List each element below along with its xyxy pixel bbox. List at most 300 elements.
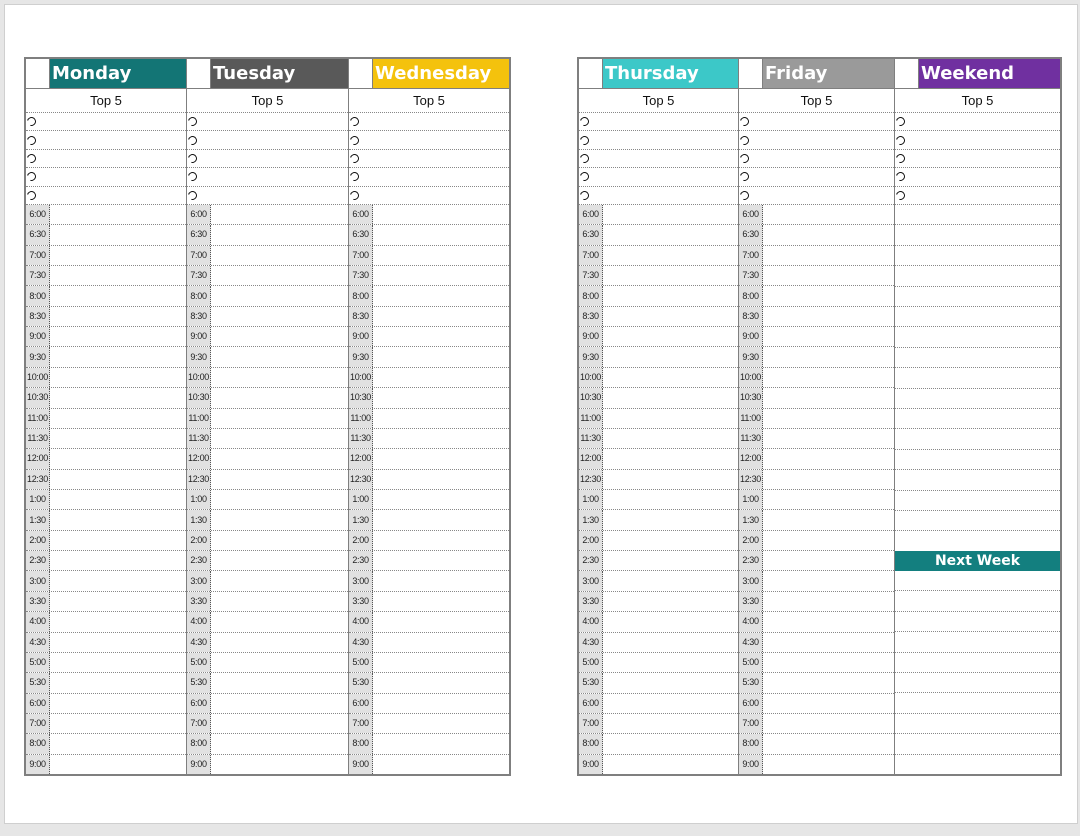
time-slot[interactable]: [26, 490, 186, 510]
slot-entry[interactable]: [763, 368, 894, 387]
top5-item[interactable]: [895, 131, 1060, 149]
slot-entry[interactable]: [211, 673, 348, 692]
slot-entry[interactable]: [373, 449, 509, 468]
slot-entry[interactable]: [603, 551, 738, 570]
time-slot[interactable]: [579, 673, 738, 693]
slot-entry[interactable]: [50, 490, 186, 509]
note-line[interactable]: [895, 348, 1060, 368]
slot-entry[interactable]: [603, 755, 738, 774]
time-slot[interactable]: [349, 449, 509, 469]
slot-entry[interactable]: [50, 571, 186, 590]
note-line[interactable]: [895, 225, 1060, 245]
time-slot[interactable]: [739, 571, 894, 591]
time-slot[interactable]: [739, 225, 894, 245]
slot-entry[interactable]: [603, 612, 738, 631]
slot-entry[interactable]: [50, 531, 186, 550]
time-slot[interactable]: [187, 734, 348, 754]
slot-entry[interactable]: [50, 510, 186, 529]
top5-item[interactable]: [895, 113, 1060, 131]
time-slot[interactable]: [187, 409, 348, 429]
time-slot[interactable]: [739, 531, 894, 551]
slot-entry[interactable]: [763, 347, 894, 366]
note-line[interactable]: [895, 429, 1060, 449]
day-checkbox[interactable]: [349, 59, 373, 88]
time-slot[interactable]: [579, 694, 738, 714]
time-slot[interactable]: [187, 388, 348, 408]
time-slot[interactable]: [739, 510, 894, 530]
top5-item[interactable]: [349, 131, 509, 149]
time-slot[interactable]: [739, 755, 894, 774]
time-slot[interactable]: [349, 470, 509, 490]
slot-entry[interactable]: [50, 388, 186, 407]
time-slot[interactable]: [187, 307, 348, 327]
slot-entry[interactable]: [603, 429, 738, 448]
note-line[interactable]: [895, 287, 1060, 307]
slot-entry[interactable]: [211, 734, 348, 753]
note-line[interactable]: [895, 653, 1060, 673]
time-slot[interactable]: [26, 368, 186, 388]
time-slot[interactable]: [187, 592, 348, 612]
slot-entry[interactable]: [373, 388, 509, 407]
top5-item[interactable]: [579, 150, 738, 168]
slot-entry[interactable]: [763, 246, 894, 265]
slot-entry[interactable]: [373, 653, 509, 672]
time-slot[interactable]: [739, 368, 894, 388]
slot-entry[interactable]: [50, 694, 186, 713]
time-slot[interactable]: [26, 225, 186, 245]
time-slot[interactable]: [579, 571, 738, 591]
slot-entry[interactable]: [211, 368, 348, 387]
slot-entry[interactable]: [373, 266, 509, 285]
time-slot[interactable]: [26, 347, 186, 367]
slot-entry[interactable]: [763, 470, 894, 489]
slot-entry[interactable]: [50, 409, 186, 428]
time-slot[interactable]: [26, 633, 186, 653]
slot-entry[interactable]: [373, 510, 509, 529]
slot-entry[interactable]: [211, 449, 348, 468]
note-line[interactable]: [895, 591, 1060, 611]
slot-entry[interactable]: [603, 734, 738, 753]
note-line[interactable]: [895, 409, 1060, 429]
time-slot[interactable]: [349, 551, 509, 571]
day-checkbox[interactable]: [895, 59, 919, 88]
time-slot[interactable]: [579, 592, 738, 612]
time-slot[interactable]: [349, 409, 509, 429]
slot-entry[interactable]: [763, 205, 894, 224]
time-slot[interactable]: [26, 531, 186, 551]
top5-item[interactable]: [187, 131, 348, 149]
note-line[interactable]: [895, 511, 1060, 531]
slot-entry[interactable]: [50, 612, 186, 631]
time-slot[interactable]: [26, 470, 186, 490]
top5-item[interactable]: [895, 187, 1060, 205]
time-slot[interactable]: [349, 714, 509, 734]
time-slot[interactable]: [26, 449, 186, 469]
top5-item[interactable]: [739, 113, 894, 131]
time-slot[interactable]: [349, 368, 509, 388]
time-slot[interactable]: [579, 653, 738, 673]
slot-entry[interactable]: [763, 633, 894, 652]
slot-entry[interactable]: [373, 327, 509, 346]
slot-entry[interactable]: [763, 266, 894, 285]
slot-entry[interactable]: [211, 755, 348, 774]
slot-entry[interactable]: [211, 470, 348, 489]
time-slot[interactable]: [187, 612, 348, 632]
time-slot[interactable]: [26, 734, 186, 754]
slot-entry[interactable]: [603, 347, 738, 366]
time-slot[interactable]: [349, 653, 509, 673]
slot-entry[interactable]: [50, 225, 186, 244]
time-slot[interactable]: [349, 225, 509, 245]
time-slot[interactable]: [739, 694, 894, 714]
time-slot[interactable]: [26, 694, 186, 714]
time-slot[interactable]: [579, 225, 738, 245]
slot-entry[interactable]: [603, 409, 738, 428]
time-slot[interactable]: [187, 531, 348, 551]
top5-item[interactable]: [579, 113, 738, 131]
top5-item[interactable]: [739, 150, 894, 168]
time-slot[interactable]: [739, 633, 894, 653]
time-slot[interactable]: [349, 347, 509, 367]
slot-entry[interactable]: [211, 612, 348, 631]
note-line[interactable]: [895, 450, 1060, 470]
slot-entry[interactable]: [603, 470, 738, 489]
slot-entry[interactable]: [763, 307, 894, 326]
slot-entry[interactable]: [211, 266, 348, 285]
time-slot[interactable]: [187, 266, 348, 286]
slot-entry[interactable]: [50, 429, 186, 448]
time-slot[interactable]: [579, 409, 738, 429]
time-slot[interactable]: [739, 551, 894, 571]
time-slot[interactable]: [579, 388, 738, 408]
slot-entry[interactable]: [763, 734, 894, 753]
slot-entry[interactable]: [50, 470, 186, 489]
time-slot[interactable]: [579, 368, 738, 388]
time-slot[interactable]: [579, 734, 738, 754]
slot-entry[interactable]: [211, 409, 348, 428]
slot-entry[interactable]: [373, 347, 509, 366]
slot-entry[interactable]: [50, 551, 186, 570]
slot-entry[interactable]: [50, 368, 186, 387]
time-slot[interactable]: [349, 694, 509, 714]
time-slot[interactable]: [187, 347, 348, 367]
top5-item[interactable]: [349, 168, 509, 186]
note-line[interactable]: [895, 327, 1060, 347]
slot-entry[interactable]: [211, 347, 348, 366]
top5-item[interactable]: [349, 113, 509, 131]
time-slot[interactable]: [349, 307, 509, 327]
note-line[interactable]: [895, 734, 1060, 754]
note-line[interactable]: [895, 389, 1060, 409]
slot-entry[interactable]: [603, 307, 738, 326]
time-slot[interactable]: [26, 327, 186, 347]
time-slot[interactable]: [26, 673, 186, 693]
time-slot[interactable]: [739, 266, 894, 286]
slot-entry[interactable]: [50, 734, 186, 753]
slot-entry[interactable]: [603, 673, 738, 692]
slot-entry[interactable]: [763, 225, 894, 244]
day-checkbox[interactable]: [187, 59, 211, 88]
slot-entry[interactable]: [50, 347, 186, 366]
slot-entry[interactable]: [603, 694, 738, 713]
time-slot[interactable]: [187, 205, 348, 225]
slot-entry[interactable]: [763, 429, 894, 448]
top5-item[interactable]: [579, 187, 738, 205]
time-slot[interactable]: [579, 551, 738, 571]
time-slot[interactable]: [187, 694, 348, 714]
time-slot[interactable]: [739, 429, 894, 449]
top5-item[interactable]: [739, 187, 894, 205]
note-line[interactable]: [895, 266, 1060, 286]
time-slot[interactable]: [26, 388, 186, 408]
slot-entry[interactable]: [603, 388, 738, 407]
slot-entry[interactable]: [373, 571, 509, 590]
slot-entry[interactable]: [603, 531, 738, 550]
time-slot[interactable]: [739, 612, 894, 632]
time-slot[interactable]: [349, 266, 509, 286]
top5-item[interactable]: [187, 150, 348, 168]
slot-entry[interactable]: [373, 673, 509, 692]
slot-entry[interactable]: [50, 592, 186, 611]
time-slot[interactable]: [187, 714, 348, 734]
time-slot[interactable]: [739, 449, 894, 469]
time-slot[interactable]: [349, 286, 509, 306]
slot-entry[interactable]: [763, 286, 894, 305]
slot-entry[interactable]: [763, 388, 894, 407]
time-slot[interactable]: [26, 205, 186, 225]
slot-entry[interactable]: [603, 633, 738, 652]
top5-item[interactable]: [187, 113, 348, 131]
slot-entry[interactable]: [211, 714, 348, 733]
time-slot[interactable]: [26, 286, 186, 306]
time-slot[interactable]: [739, 592, 894, 612]
time-slot[interactable]: [349, 327, 509, 347]
time-slot[interactable]: [739, 470, 894, 490]
slot-entry[interactable]: [763, 612, 894, 631]
slot-entry[interactable]: [763, 714, 894, 733]
slot-entry[interactable]: [603, 571, 738, 590]
time-slot[interactable]: [187, 490, 348, 510]
slot-entry[interactable]: [373, 368, 509, 387]
top5-item[interactable]: [26, 187, 186, 205]
slot-entry[interactable]: [50, 449, 186, 468]
time-slot[interactable]: [739, 653, 894, 673]
time-slot[interactable]: [739, 673, 894, 693]
time-slot[interactable]: [187, 653, 348, 673]
slot-entry[interactable]: [603, 225, 738, 244]
time-slot[interactable]: [579, 633, 738, 653]
time-slot[interactable]: [187, 755, 348, 774]
note-line[interactable]: [895, 612, 1060, 632]
slot-entry[interactable]: [50, 755, 186, 774]
time-slot[interactable]: [739, 409, 894, 429]
time-slot[interactable]: [579, 246, 738, 266]
time-slot[interactable]: [579, 327, 738, 347]
note-line[interactable]: [895, 673, 1060, 693]
time-slot[interactable]: [187, 551, 348, 571]
slot-entry[interactable]: [373, 286, 509, 305]
slot-entry[interactable]: [373, 470, 509, 489]
time-slot[interactable]: [26, 510, 186, 530]
time-slot[interactable]: [579, 429, 738, 449]
slot-entry[interactable]: [50, 327, 186, 346]
day-checkbox[interactable]: [739, 59, 763, 88]
note-line[interactable]: [895, 531, 1060, 550]
slot-entry[interactable]: [373, 551, 509, 570]
time-slot[interactable]: [579, 531, 738, 551]
slot-entry[interactable]: [50, 633, 186, 652]
slot-entry[interactable]: [603, 286, 738, 305]
slot-entry[interactable]: [211, 531, 348, 550]
slot-entry[interactable]: [50, 307, 186, 326]
time-slot[interactable]: [349, 633, 509, 653]
time-slot[interactable]: [579, 510, 738, 530]
time-slot[interactable]: [739, 347, 894, 367]
note-line[interactable]: [895, 205, 1060, 225]
slot-entry[interactable]: [211, 571, 348, 590]
time-slot[interactable]: [579, 286, 738, 306]
slot-entry[interactable]: [211, 653, 348, 672]
slot-entry[interactable]: [763, 531, 894, 550]
time-slot[interactable]: [187, 571, 348, 591]
note-line[interactable]: [895, 368, 1060, 388]
time-slot[interactable]: [739, 307, 894, 327]
slot-entry[interactable]: [211, 592, 348, 611]
slot-entry[interactable]: [603, 490, 738, 509]
slot-entry[interactable]: [603, 368, 738, 387]
top5-item[interactable]: [26, 168, 186, 186]
slot-entry[interactable]: [373, 592, 509, 611]
slot-entry[interactable]: [763, 510, 894, 529]
time-slot[interactable]: [26, 246, 186, 266]
top5-item[interactable]: [895, 168, 1060, 186]
time-slot[interactable]: [187, 225, 348, 245]
slot-entry[interactable]: [373, 429, 509, 448]
time-slot[interactable]: [187, 429, 348, 449]
slot-entry[interactable]: [763, 653, 894, 672]
slot-entry[interactable]: [373, 714, 509, 733]
note-line[interactable]: [895, 470, 1060, 490]
time-slot[interactable]: [187, 510, 348, 530]
slot-entry[interactable]: [603, 246, 738, 265]
time-slot[interactable]: [26, 551, 186, 571]
top5-item[interactable]: [349, 150, 509, 168]
slot-entry[interactable]: [373, 225, 509, 244]
slot-entry[interactable]: [603, 510, 738, 529]
time-slot[interactable]: [26, 714, 186, 734]
time-slot[interactable]: [26, 409, 186, 429]
top5-item[interactable]: [187, 168, 348, 186]
slot-entry[interactable]: [211, 307, 348, 326]
time-slot[interactable]: [739, 286, 894, 306]
time-slot[interactable]: [26, 429, 186, 449]
slot-entry[interactable]: [50, 714, 186, 733]
time-slot[interactable]: [349, 246, 509, 266]
slot-entry[interactable]: [603, 327, 738, 346]
slot-entry[interactable]: [211, 388, 348, 407]
slot-entry[interactable]: [603, 205, 738, 224]
day-checkbox[interactable]: [579, 59, 603, 88]
slot-entry[interactable]: [763, 592, 894, 611]
slot-entry[interactable]: [373, 633, 509, 652]
top5-item[interactable]: [579, 131, 738, 149]
top5-item[interactable]: [187, 187, 348, 205]
time-slot[interactable]: [579, 612, 738, 632]
slot-entry[interactable]: [211, 551, 348, 570]
top5-item[interactable]: [26, 113, 186, 131]
top5-item[interactable]: [895, 150, 1060, 168]
time-slot[interactable]: [579, 470, 738, 490]
time-slot[interactable]: [579, 307, 738, 327]
slot-entry[interactable]: [373, 755, 509, 774]
note-line[interactable]: [895, 491, 1060, 511]
time-slot[interactable]: [739, 388, 894, 408]
slot-entry[interactable]: [373, 612, 509, 631]
slot-entry[interactable]: [211, 633, 348, 652]
time-slot[interactable]: [349, 673, 509, 693]
top5-item[interactable]: [579, 168, 738, 186]
slot-entry[interactable]: [211, 327, 348, 346]
time-slot[interactable]: [187, 286, 348, 306]
slot-entry[interactable]: [373, 734, 509, 753]
slot-entry[interactable]: [373, 307, 509, 326]
time-slot[interactable]: [579, 755, 738, 774]
note-line[interactable]: [895, 632, 1060, 652]
slot-entry[interactable]: [373, 694, 509, 713]
time-slot[interactable]: [26, 266, 186, 286]
time-slot[interactable]: [349, 205, 509, 225]
slot-entry[interactable]: [763, 571, 894, 590]
time-slot[interactable]: [579, 449, 738, 469]
time-slot[interactable]: [579, 714, 738, 734]
time-slot[interactable]: [349, 510, 509, 530]
slot-entry[interactable]: [211, 286, 348, 305]
slot-entry[interactable]: [763, 409, 894, 428]
time-slot[interactable]: [579, 266, 738, 286]
time-slot[interactable]: [349, 531, 509, 551]
note-line[interactable]: [895, 571, 1060, 591]
time-slot[interactable]: [579, 490, 738, 510]
top5-item[interactable]: [739, 168, 894, 186]
note-line[interactable]: [895, 755, 1060, 774]
slot-entry[interactable]: [373, 205, 509, 224]
time-slot[interactable]: [349, 429, 509, 449]
top5-item[interactable]: [26, 131, 186, 149]
time-slot[interactable]: [739, 490, 894, 510]
note-line[interactable]: [895, 714, 1060, 734]
time-slot[interactable]: [349, 490, 509, 510]
slot-entry[interactable]: [603, 449, 738, 468]
time-slot[interactable]: [26, 571, 186, 591]
slot-entry[interactable]: [603, 266, 738, 285]
slot-entry[interactable]: [763, 490, 894, 509]
time-slot[interactable]: [579, 205, 738, 225]
time-slot[interactable]: [26, 653, 186, 673]
time-slot[interactable]: [187, 368, 348, 388]
note-line[interactable]: [895, 307, 1060, 327]
time-slot[interactable]: [739, 246, 894, 266]
slot-entry[interactable]: [211, 429, 348, 448]
time-slot[interactable]: [187, 449, 348, 469]
time-slot[interactable]: [739, 734, 894, 754]
slot-entry[interactable]: [763, 449, 894, 468]
time-slot[interactable]: [349, 734, 509, 754]
slot-entry[interactable]: [763, 755, 894, 774]
time-slot[interactable]: [187, 470, 348, 490]
time-slot[interactable]: [187, 246, 348, 266]
time-slot[interactable]: [26, 755, 186, 774]
time-slot[interactable]: [349, 612, 509, 632]
